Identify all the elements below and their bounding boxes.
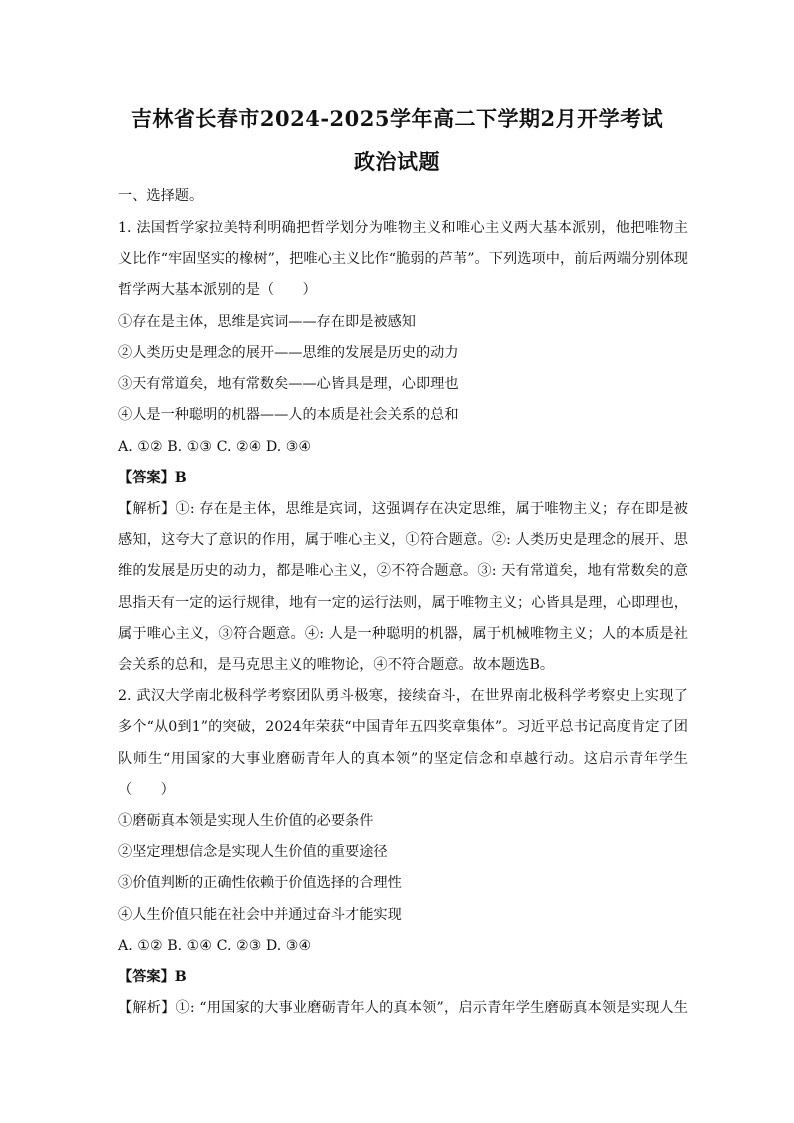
q1-option: ②人类历史是理念的展开——思维的发展是历史的动力: [118, 345, 459, 361]
section-heading: 一、选择题。: [118, 188, 204, 204]
q1-analysis-line: 维的发展是历史的动力，都是唯心主义，②不符合题意。③: 天有常道矣，地有常数矣的意: [118, 563, 688, 579]
q2-stem-line: 队师生“用国家的大事业磨砺青年人的真本领”的坚定信念和卓越行动。这启示青年学生: [118, 751, 688, 767]
q1-analysis-line: 感知，这夸大了意识的作用，属于唯心主义，①符合题意。②: 人类历史是理念的展开、思: [118, 532, 688, 548]
q2-stem-line: 2. 武汉大学南北极科学考察团队勇斗极寒，接续奋斗，在世界南北极科学考察史上实现了: [118, 688, 688, 704]
q2-stem-line: （ ）: [118, 782, 175, 798]
q1-answer: 【答案】B: [118, 470, 187, 486]
q2-choices: A. ①② B. ①④ C. ②③ D. ③④: [118, 938, 312, 954]
q1-stem-line: 哲学两大基本派别的是（ ）: [118, 282, 317, 298]
q1-option: ③天有常道矣，地有常数矣——心皆具是理，心即理也: [118, 376, 459, 392]
q1-analysis-line: 属于唯心主义，③符合题意。④: 人是一种聪明的机器，属于机械唯物主义；人的本质是社: [118, 626, 688, 642]
q1-stem-line: 义比作“牢固坚实的橡树”，把唯心主义比作“脆弱的芦苇”。下列选项中，前后两端分别体现: [118, 251, 688, 267]
q1-analysis-line: 思指天有一定的运行规律，地有一定的运行法则，属于唯物主义；心皆具是理，心即理也，: [118, 595, 688, 611]
q1-analysis-line: 会关系的总和，是马克思主义的唯物论，④不符合题意。故本题选B。: [118, 657, 555, 673]
q2-option: ③价值判断的正确性依赖于价值选择的合理性: [118, 875, 402, 891]
document-title: 吉林省长春市2024-2025学年高二下学期2月开学考试: [130, 106, 664, 131]
q2-option: ②坚定理想信念是实现人生价值的重要途径: [118, 844, 388, 860]
q1-option: ①存在是主体，思维是宾词——存在即是被感知: [118, 314, 416, 330]
q1-option: ④人是一种聪明的机器——人的本质是社会关系的总和: [118, 407, 459, 423]
q1-choices: A. ①② B. ①③ C. ②④ D. ③④: [118, 439, 312, 455]
q1-stem-line: 1. 法国哲学家拉美特利明确把哲学划分为唯物主义和唯心主义两大基本派别，他把唯物主: [118, 220, 688, 236]
q2-stem-line: 多个“从0到1”的突破，2024年荣获“中国青年五四奖章集体”。习近平总书记高度肯定了团: [118, 719, 688, 735]
q2-analysis-line: 【解析】①: “用国家的大事业磨砺青年人的真本领”，启示青年学生磨砺真本领是实现人生: [118, 1000, 688, 1016]
q1-analysis-line: 【解析】①: 存在是主体，思维是宾词，这强调存在决定思维，属于唯物主义；存在即是被: [118, 501, 688, 517]
q2-option: ①磨砺真本领是实现人生价值的必要条件: [118, 813, 374, 829]
q2-answer: 【答案】B: [118, 969, 187, 985]
document-subtitle: 政治试题: [354, 149, 440, 174]
q2-option: ④人生价值只能在社会中并通过奋斗才能实现: [118, 907, 402, 923]
